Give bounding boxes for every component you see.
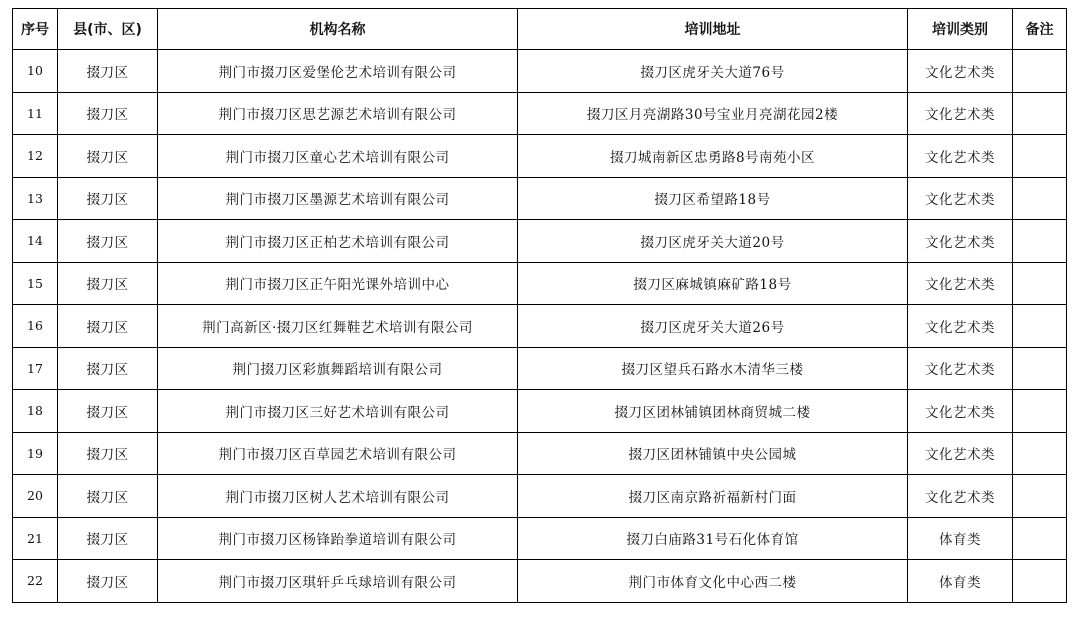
cell-county: 掇刀区	[58, 305, 158, 348]
cell-address: 掇刀白庙路31号石化体育馆	[518, 517, 908, 560]
table-body	[13, 50, 1067, 603]
table-row	[13, 560, 1067, 603]
cell-category: 文化艺术类	[908, 475, 1013, 518]
cell-county: 掇刀区	[58, 432, 158, 475]
cell-category: 体育类	[908, 560, 1013, 603]
cell-seq: 21	[13, 517, 58, 560]
table-row	[13, 517, 1067, 560]
cell-note	[1013, 347, 1067, 390]
cell-address: 荆门市体育文化中心西二楼	[518, 560, 908, 603]
cell-note	[1013, 135, 1067, 178]
cell-address: 掇刀城南新区忠勇路8号南苑小区	[518, 135, 908, 178]
cell-category: 文化艺术类	[908, 305, 1013, 348]
cell-category: 文化艺术类	[908, 92, 1013, 135]
training-institution-table	[12, 8, 1067, 603]
cell-org-name: 荆门市掇刀区琪轩乒乓球培训有限公司	[158, 560, 518, 603]
cell-address: 掇刀区月亮湖路30号宝业月亮湖花园2楼	[518, 92, 908, 135]
table-header-row	[13, 9, 1067, 50]
table-row	[13, 135, 1067, 178]
cell-note	[1013, 50, 1067, 93]
cell-county: 掇刀区	[58, 177, 158, 220]
cell-org-name: 荆门市掇刀区百草园艺术培训有限公司	[158, 432, 518, 475]
table-row	[13, 220, 1067, 263]
cell-note	[1013, 177, 1067, 220]
cell-category: 文化艺术类	[908, 347, 1013, 390]
cell-note	[1013, 390, 1067, 433]
cell-address: 掇刀区团林铺镇中央公园城	[518, 432, 908, 475]
cell-note	[1013, 262, 1067, 305]
cell-category: 文化艺术类	[908, 390, 1013, 433]
cell-org-name: 荆门市掇刀区墨源艺术培训有限公司	[158, 177, 518, 220]
cell-county: 掇刀区	[58, 347, 158, 390]
header-address: 培训地址	[518, 9, 908, 50]
cell-address: 掇刀区南京路祈福新村门面	[518, 475, 908, 518]
cell-address: 掇刀区望兵石路水木清华三楼	[518, 347, 908, 390]
cell-note	[1013, 432, 1067, 475]
cell-seq: 17	[13, 347, 58, 390]
cell-seq: 13	[13, 177, 58, 220]
cell-county: 掇刀区	[58, 560, 158, 603]
cell-county: 掇刀区	[58, 475, 158, 518]
cell-category: 文化艺术类	[908, 135, 1013, 178]
cell-note	[1013, 305, 1067, 348]
cell-seq: 10	[13, 50, 58, 93]
cell-org-name: 荆门市掇刀区童心艺术培训有限公司	[158, 135, 518, 178]
cell-org-name: 荆门市掇刀区正柏艺术培训有限公司	[158, 220, 518, 263]
cell-county: 掇刀区	[58, 390, 158, 433]
cell-address: 掇刀区希望路18号	[518, 177, 908, 220]
cell-address: 掇刀区团林铺镇团林商贸城二楼	[518, 390, 908, 433]
cell-seq: 22	[13, 560, 58, 603]
cell-org-name: 荆门市掇刀区思艺源艺术培训有限公司	[158, 92, 518, 135]
cell-org-name: 荆门市掇刀区树人艺术培训有限公司	[158, 475, 518, 518]
table-row	[13, 177, 1067, 220]
table-row	[13, 390, 1067, 433]
cell-seq: 16	[13, 305, 58, 348]
header-category: 培训类别	[908, 9, 1013, 50]
cell-seq: 19	[13, 432, 58, 475]
cell-note	[1013, 92, 1067, 135]
table-row	[13, 347, 1067, 390]
cell-county: 掇刀区	[58, 517, 158, 560]
cell-category: 文化艺术类	[908, 262, 1013, 305]
cell-note	[1013, 220, 1067, 263]
cell-note	[1013, 517, 1067, 560]
cell-org-name: 荆门高新区·掇刀区红舞鞋艺术培训有限公司	[158, 305, 518, 348]
cell-seq: 11	[13, 92, 58, 135]
cell-county: 掇刀区	[58, 92, 158, 135]
header-county: 县(市、区)	[58, 9, 158, 50]
cell-county: 掇刀区	[58, 262, 158, 305]
cell-org-name: 荆门市掇刀区三好艺术培训有限公司	[158, 390, 518, 433]
cell-seq: 20	[13, 475, 58, 518]
cell-org-name: 荆门市掇刀区爱堡伦艺术培训有限公司	[158, 50, 518, 93]
cell-seq: 12	[13, 135, 58, 178]
table-row	[13, 262, 1067, 305]
cell-org-name: 荆门掇刀区彩旗舞蹈培训有限公司	[158, 347, 518, 390]
cell-category: 文化艺术类	[908, 177, 1013, 220]
cell-address: 掇刀区虎牙关大道76号	[518, 50, 908, 93]
table-row	[13, 50, 1067, 93]
header-org-name: 机构名称	[158, 9, 518, 50]
cell-county: 掇刀区	[58, 135, 158, 178]
table-row	[13, 92, 1067, 135]
cell-address: 掇刀区虎牙关大道20号	[518, 220, 908, 263]
cell-address: 掇刀区麻城镇麻矿路18号	[518, 262, 908, 305]
table-row	[13, 305, 1067, 348]
cell-note	[1013, 560, 1067, 603]
cell-county: 掇刀区	[58, 50, 158, 93]
cell-address: 掇刀区虎牙关大道26号	[518, 305, 908, 348]
cell-note	[1013, 475, 1067, 518]
header-seq: 序号	[13, 9, 58, 50]
cell-category: 文化艺术类	[908, 220, 1013, 263]
cell-seq: 15	[13, 262, 58, 305]
cell-org-name: 荆门市掇刀区杨锋跆拳道培训有限公司	[158, 517, 518, 560]
cell-org-name: 荆门市掇刀区正午阳光课外培训中心	[158, 262, 518, 305]
table-row	[13, 432, 1067, 475]
table-row	[13, 475, 1067, 518]
cell-seq: 14	[13, 220, 58, 263]
cell-category: 文化艺术类	[908, 432, 1013, 475]
cell-seq: 18	[13, 390, 58, 433]
cell-category: 体育类	[908, 517, 1013, 560]
cell-category: 文化艺术类	[908, 50, 1013, 93]
header-note: 备注	[1013, 9, 1067, 50]
cell-county: 掇刀区	[58, 220, 158, 263]
